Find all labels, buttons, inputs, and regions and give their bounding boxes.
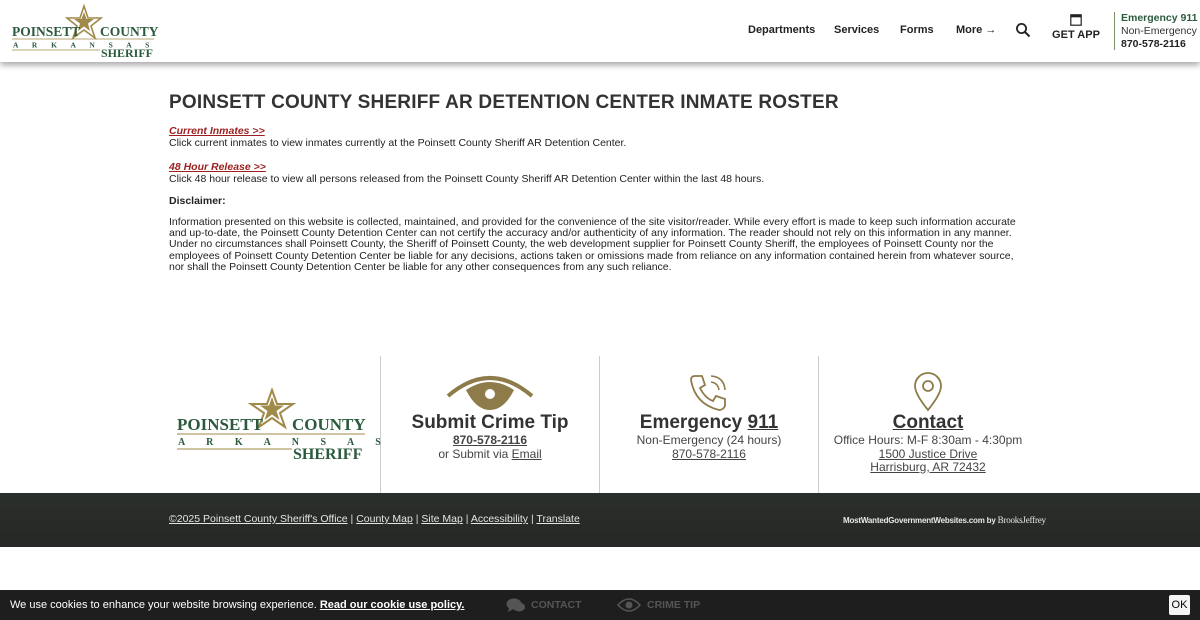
- phone-icon: [689, 372, 729, 417]
- credit-brand: BrooksJeffrey: [997, 515, 1046, 525]
- nav-forms[interactable]: Forms: [900, 24, 934, 36]
- separator: |: [465, 513, 469, 525]
- svg-text:POINSETT: POINSETT: [177, 415, 263, 434]
- eye-icon[interactable]: [617, 598, 641, 615]
- emergency-911-label[interactable]: Emergency 911: [1121, 12, 1198, 24]
- cookie-text: We use cookies to enhance your website browsing experience.: [10, 599, 320, 611]
- address-line-1[interactable]: 1500 Justice Drive: [878, 446, 978, 461]
- crime-tip-panel: [381, 356, 600, 493]
- floating-contact-button[interactable]: CONTACT: [531, 599, 582, 611]
- chat-bubbles-icon[interactable]: [506, 597, 526, 616]
- nav-more-label: More: [956, 24, 983, 36]
- cookie-message: [10, 599, 464, 611]
- emergency-911-link[interactable]: 911: [747, 412, 779, 433]
- current-inmates-link[interactable]: Current Inmates >>: [169, 125, 265, 137]
- separator: |: [415, 513, 419, 525]
- separator: |: [530, 513, 534, 525]
- site-map-link[interactable]: Site Map: [421, 513, 463, 525]
- cookie-ok-button[interactable]: OK: [1169, 595, 1190, 615]
- footer-logo-panel: [169, 356, 391, 493]
- crime-tip-phone-link[interactable]: 870-578-2116: [452, 433, 528, 447]
- emergency-panel: [600, 356, 819, 493]
- get-app-button[interactable]: [1050, 14, 1102, 41]
- nav-more[interactable]: [956, 24, 996, 36]
- crime-tip-title: Submit Crime Tip: [411, 412, 569, 433]
- svg-text:COUNTY: COUNTY: [100, 24, 159, 39]
- svg-text:A R K A N S A S: A R K A N S A S: [178, 437, 391, 448]
- contact-panel: [819, 356, 1037, 493]
- disclaimer-heading: Disclaimer:: [169, 195, 226, 207]
- credit-main: MostWantedGovernmentWebsites.com by: [843, 516, 998, 525]
- footer-sheriff-logo[interactable]: [175, 390, 391, 467]
- current-inmates-section: [169, 125, 1029, 149]
- footer-links: [169, 513, 580, 525]
- svg-text:COUNTY: COUNTY: [292, 415, 366, 434]
- location-pin-icon: [913, 372, 943, 417]
- sheriff-logo[interactable]: [10, 4, 159, 60]
- nav-services[interactable]: Services: [834, 24, 880, 36]
- cookie-policy-link[interactable]: Read our cookie use policy.: [319, 599, 465, 611]
- accessibility-link[interactable]: Accessibility: [470, 513, 529, 525]
- arrow-right-icon: →: [985, 24, 997, 36]
- release-section: [169, 161, 1029, 185]
- page-title: POINSETT COUNTY SHERIFF AR DETENTION CENTER INMATE ROSTER: [169, 92, 839, 113]
- non-emergency-phone-link[interactable]: 870-578-2116: [672, 446, 746, 461]
- non-emergency-label: Non-Emergency: [1121, 25, 1197, 37]
- 48-hour-release-desc: Click 48 hour release to view all persons released from the Poinsett County Sheriff AR Detention Center within the last 48 hours.: [169, 173, 765, 185]
- cookie-banner: [0, 590, 1200, 620]
- non-emergency-24h-label: Non-Emergency (24 hours): [636, 433, 782, 447]
- search-icon[interactable]: [1015, 22, 1031, 38]
- svg-text:SHERIFF: SHERIFF: [293, 446, 363, 463]
- submit-via-label: or Submit via: [438, 446, 512, 461]
- 48-hour-release-link[interactable]: 48 Hour Release >>: [169, 161, 266, 173]
- app-window-icon: [1070, 14, 1082, 26]
- disclaimer-text: Information presented on this website is collected, maintained, and provided for the convenience of the site visitor/reader. While every effort is made to keep such information accurate and up-to-date, the Poinsett County Detention Center can not certify the accuracy and/or authenticity of any information. The reader should not rely on this information in any manner. Under no circumstances shall Poinsett County, the Sheriff of Poinsett County, the web development supplier for Poinsett County Sheriff, the employees of Poinsett County nor the employees of Poinsett County Detention Center be liable for any decisions, actions taken or omissions made from reliance on any information contained herein from whatever source, nor shall the Poinsett County Detention Center be liable for any other consequences from any such reliance.: [169, 216, 1016, 273]
- svg-text:SHERIFF: SHERIFF: [101, 46, 154, 60]
- get-app-label: GET APP: [1052, 29, 1100, 41]
- email-link[interactable]: Email: [511, 446, 542, 461]
- office-hours: Office Hours: M-F 8:30am - 4:30pm: [833, 433, 1023, 447]
- main-content: [169, 92, 1029, 273]
- floating-crime-tip-button[interactable]: CRIME TIP: [647, 599, 701, 611]
- copyright-link[interactable]: ©2025 Poinsett County Sheriff's Office: [169, 513, 348, 525]
- county-map-link[interactable]: County Map: [356, 513, 413, 525]
- site-footer: [0, 493, 1200, 547]
- address-line-2[interactable]: Harrisburg, AR 72432: [870, 460, 986, 474]
- developer-credit[interactable]: [843, 515, 1046, 525]
- separator: |: [350, 513, 354, 525]
- emergency-contact-box: [1114, 12, 1197, 50]
- non-emergency-phone[interactable]: 870-578-2116: [1121, 38, 1186, 50]
- current-inmates-desc: Click current inmates to view inmates currently at the Poinsett County Sheriff AR Detention Center.: [169, 137, 627, 149]
- eye-icon: [446, 372, 534, 417]
- footer-panels: [169, 356, 1037, 493]
- site-header: [0, 0, 1200, 62]
- translate-link[interactable]: Translate: [536, 513, 580, 525]
- nav-departments[interactable]: Departments: [748, 24, 816, 36]
- emergency-title-label: Emergency: [639, 412, 748, 433]
- svg-text:A R K A N S A S: A R K A N S A S: [13, 40, 156, 50]
- svg-text:POINSETT: POINSETT: [12, 24, 81, 39]
- contact-link[interactable]: Contact: [892, 412, 964, 433]
